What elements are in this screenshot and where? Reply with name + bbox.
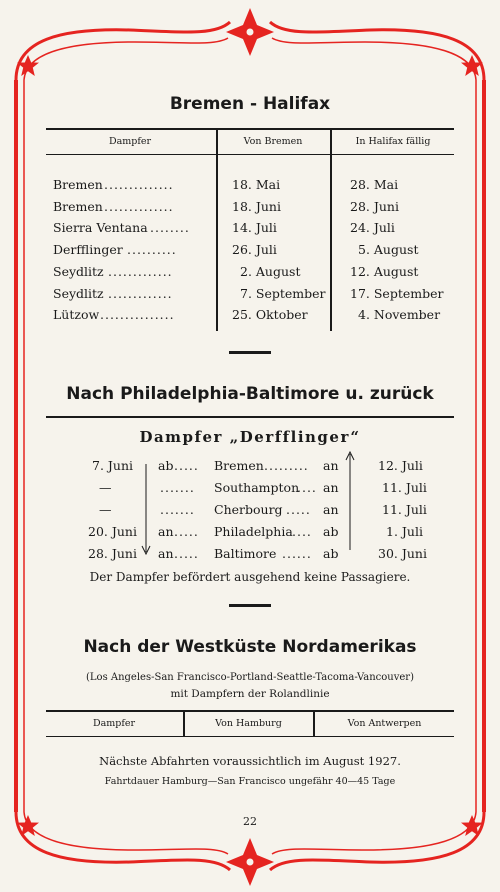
section-divider [229, 604, 271, 607]
section3-title: Nach der Westküste Nordamerikas [83, 637, 417, 657]
col-header-to: In Halifax fällig [355, 136, 431, 147]
section2-subtitle: Dampfer „Derfflinger“ [139, 428, 361, 446]
col-header-ship: Dampfer [92, 718, 136, 729]
down-arrow-icon [140, 462, 152, 558]
section2-title: Nach Philadelphia-Baltimore u. zurück [66, 384, 434, 404]
col-header-antwerpen: Von Antwerpen [347, 718, 422, 729]
travel-duration: Fahrtdauer Hamburg—San Francisco ungefähr 40—45 Tage [104, 776, 396, 787]
section3-routes: (Los Angeles-San Francisco-Portland-Seattle-Tacoma-Vancouver) [86, 672, 414, 683]
page-number: 22 [243, 815, 257, 828]
section2-note: Der Dampfer befördert ausgehend keine Passagiere. [89, 570, 411, 584]
col-header-ship: Dampfer [108, 136, 152, 147]
col-header-hamburg: Von Hamburg [215, 718, 282, 729]
col-header-from: Von Bremen [243, 136, 303, 147]
section1-title: Bremen - Halifax [169, 94, 331, 114]
next-departures: Nächste Abfahrten voraussichtlich im August 1927. [99, 754, 401, 768]
section-divider [229, 351, 271, 354]
up-arrow-icon [344, 450, 356, 556]
section3-line: mit Dampfern der Rolandlinie [170, 688, 330, 700]
